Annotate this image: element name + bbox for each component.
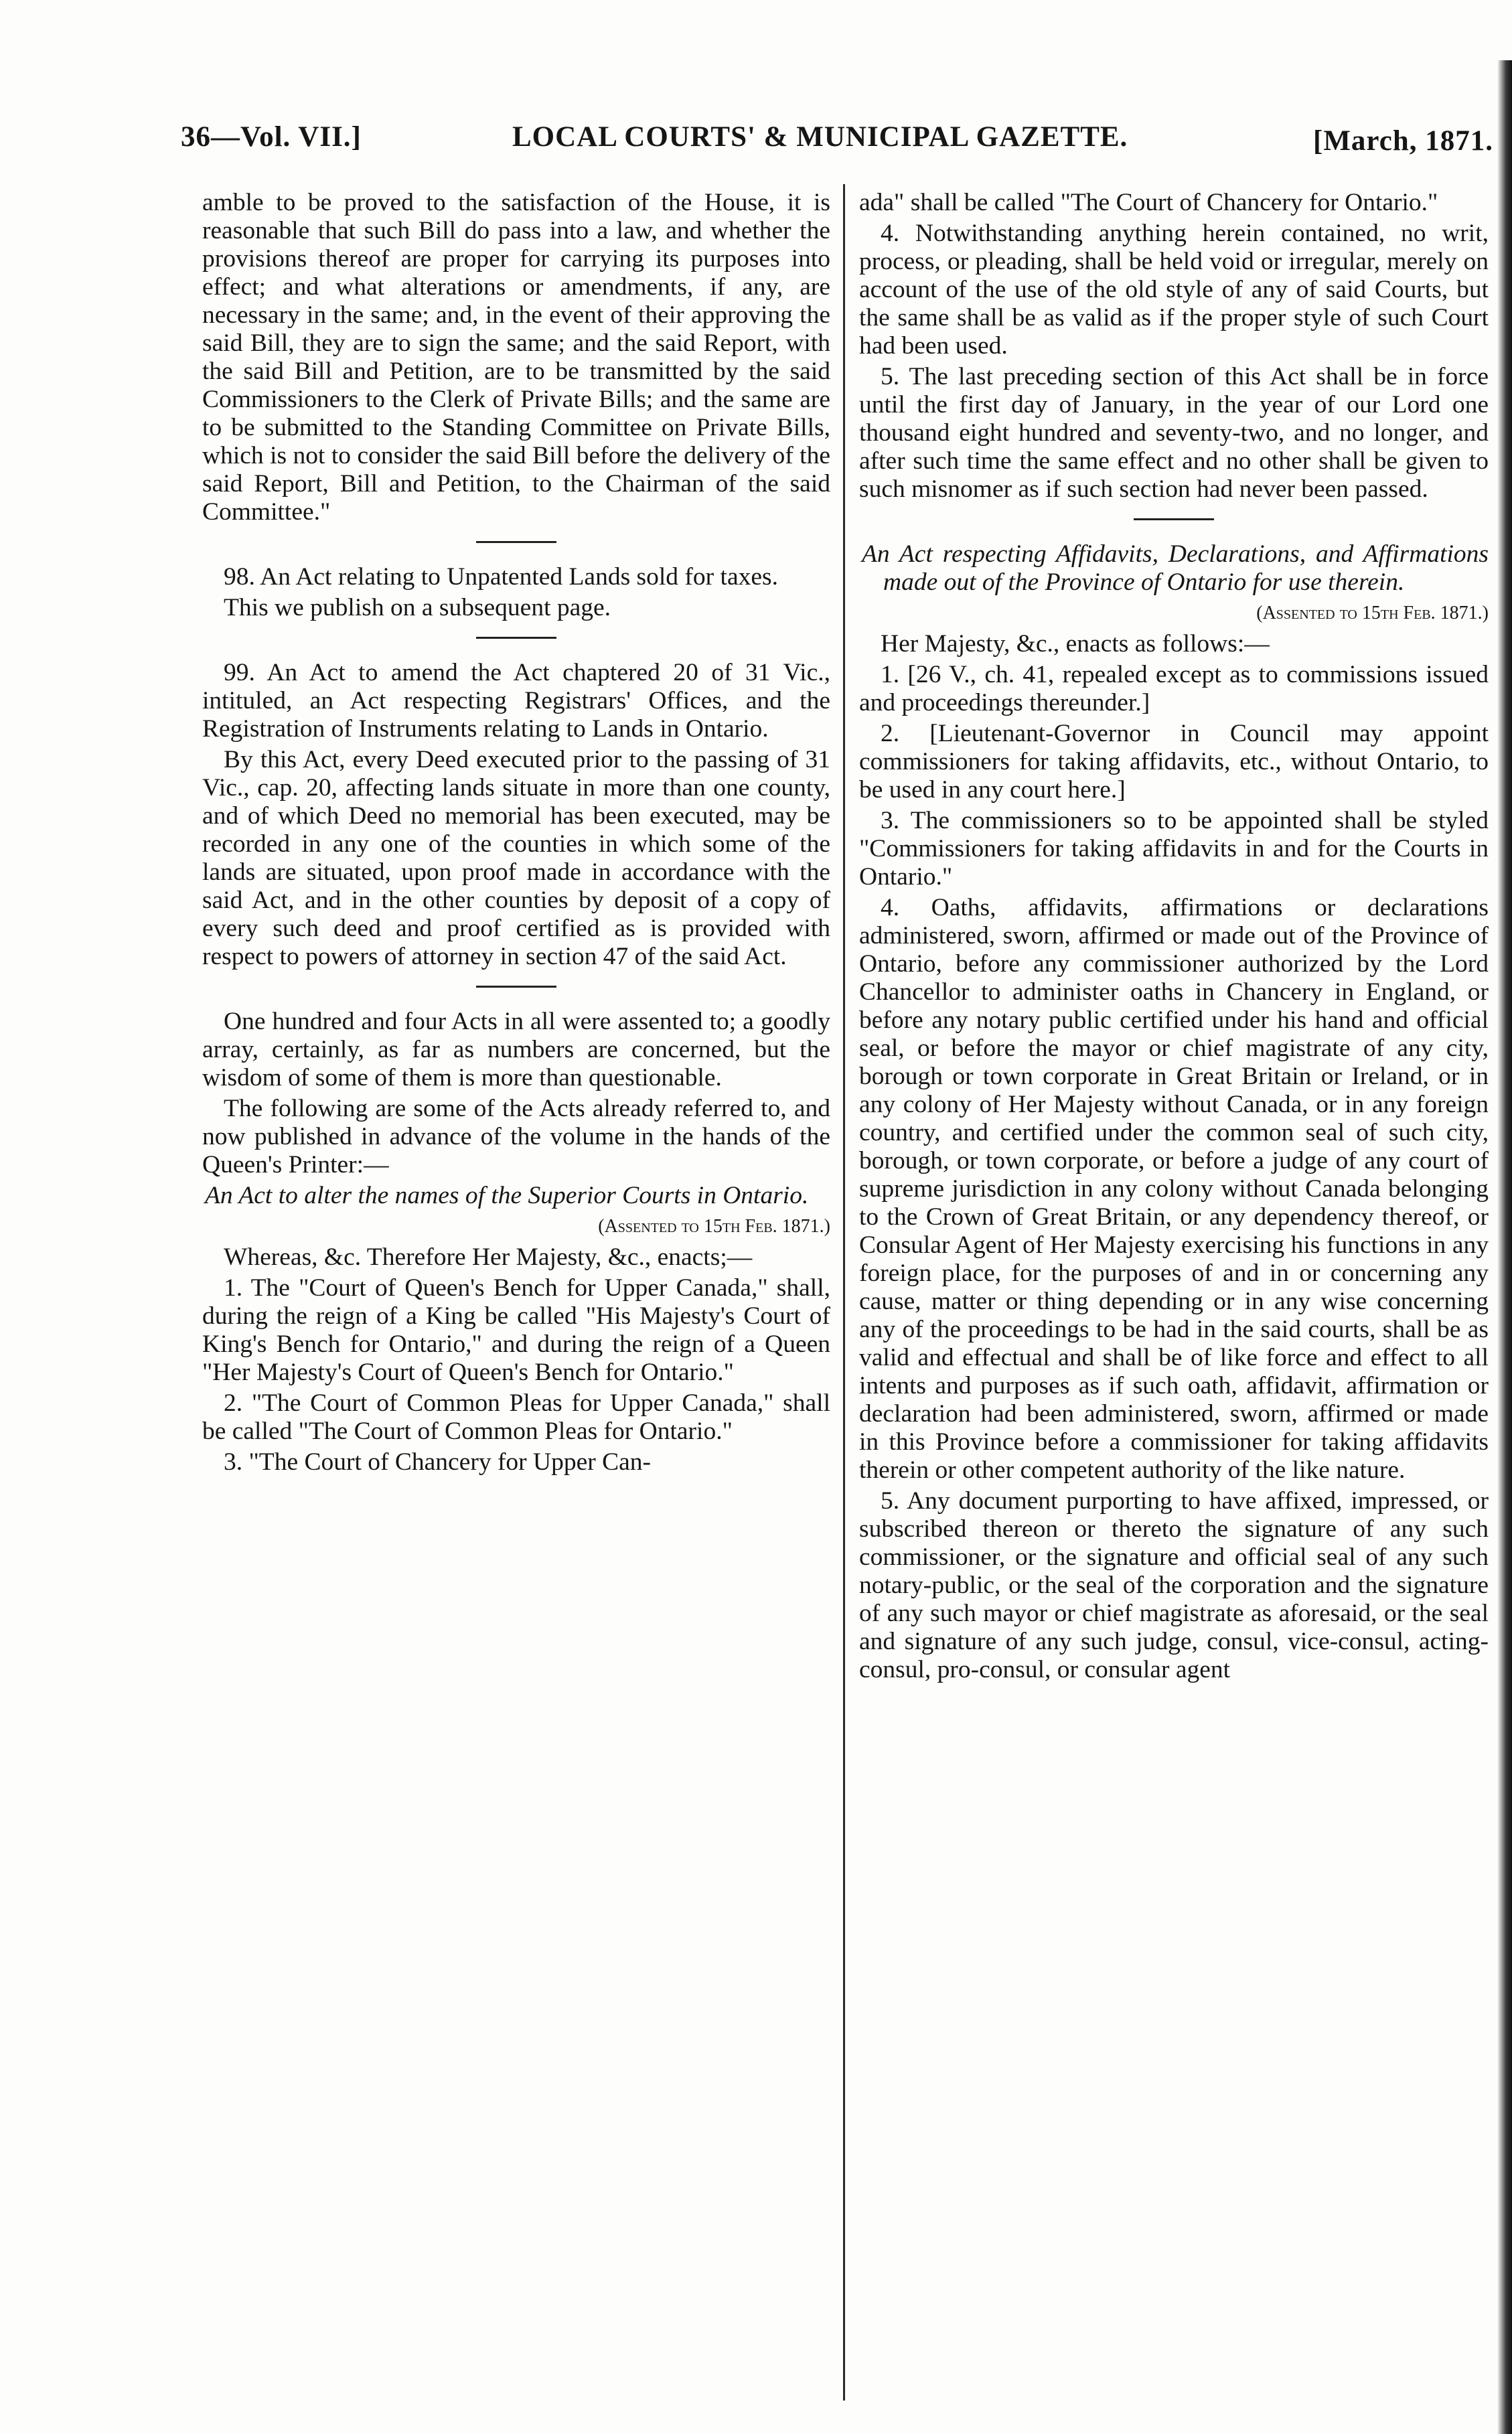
continued-paragraph: ada" shall be called "The Court of Chancery for Ontario." — [859, 189, 1438, 216]
following-paragraph: The following are some of the Acts already referred to, and now published in advance of the volume in the hands of the Queen's Printer:— — [202, 1095, 830, 1178]
deed-paragraph: By this Act, every Deed executed prior to the passing of 31 Vic., cap. 20, affecting lands situate in more than one county, and of which Deed no memorial has been executed, may be recorded in any one of the counties in which some of the lands are situated, upon proof made in accordance with the said Act, and in the other counties by deposit of a copy of every such deed and proof certified as is provided with respect to powers of attorney in section 47 of the said Act. — [202, 746, 830, 970]
section-rule — [476, 637, 556, 639]
right-column — [859, 189, 1489, 1687]
affidavit-section-3: 3. The commissioners so to be appointed shall be styled "Commissioners for taking affidavits in and for the Courts in Ontario." — [859, 807, 1489, 891]
section-rule — [476, 541, 556, 543]
assent-date: (Assented to 15th Feb. 1871.) — [598, 1216, 830, 1237]
publication-title: LOCAL COURTS' & MUNICIPAL GAZETTE. — [512, 121, 1128, 153]
section-5: 5. The last preceding section of this Act shall be in force until the first day of January, in the year of our Lord one thousand eight hundred and seventy-two, and no longer, and after such time the same effect and no other shall be given to such misnomer as if such section had never been passed. — [859, 363, 1489, 503]
hundred-acts-paragraph: One hundred and four Acts in all were assented to; a goodly array, certainly, as far as numbers are concerned, but the wisdom of some of them is more than questionable. — [202, 1008, 830, 1091]
page-header — [181, 114, 1493, 174]
affidavit-section-5: 5. Any document purporting to have affixed, impressed, or subscribed thereon or thereto the signature of any such commissioner, or the signature and official seal of any such notary-public, or the seal of the corporation and the signature of any such mayor or chief magistrate as aforesaid, or the seal and signature of any such judge, consul, vice-consul, acting-consul, pro-consul, or consular agent — [859, 1487, 1489, 1683]
section-4: 4. Notwithstanding anything herein contained, no writ, process, or pleading, shall be held void or irregular, merely on account of the use of the old style of any of said Courts, but the same shall be as valid as if the proper style of such Court had been used. — [859, 220, 1489, 360]
act-98-note: 98. An Act relating to Unpatented Lands sold for taxes. — [224, 563, 778, 591]
affidavit-section-1: 1. [26 V., ch. 41, repealed except as to commissions issued and proceedings thereunder.] — [859, 661, 1489, 716]
continued-paragraph: amble to be proved to the satisfaction of the House, it is reasonable that such Bill do pass into a law, and whether the provisions thereof are proper for carrying its purposes into effect; and what alterations or amendments, if any, are necessary in the same; and, in the event of their approving the said Bill, they are to sign the same; and the said Report, with the said Bill and Petition, are to be transmitted by the said Commissioners to the Clerk of Private Bills; and the same are to be submitted to the Standing Committee on Private Bills, which is not to consider the said Bill before the delivery of the said Report, Bill and Petition, to the Chairman of the said Committee." — [202, 189, 830, 526]
affidavit-section-2: 2. [Lieutenant-Governor in Council may appoint commissioners for taking affidavits, etc., without Ontario, to be used in any court here.] — [859, 720, 1489, 804]
issue-date: [March, 1871. — [1313, 125, 1493, 157]
publish-note: This we publish on a subsequent page. — [224, 594, 611, 621]
section-3: 3. "The Court of Chancery for Upper Can- — [224, 1448, 652, 1476]
act-title-affidavits: An Act respecting Affidavits, Declarations, and Affirmations made out of the Province of Ontario for use therein. — [862, 540, 1489, 596]
whereas-clause: Whereas, &c. Therefore Her Majesty, &c., enacts;— — [224, 1243, 753, 1271]
section-1: 1. The "Court of Queen's Bench for Upper Canada," shall, during the reign of a King be called "His Majesty's Court of King's Bench for Ontario," and during the reign of a Queen "Her Majesty's Court of Queen's Bench for Ontario." — [202, 1274, 830, 1386]
page-edge-shadow — [1497, 60, 1512, 2434]
left-column — [202, 189, 830, 1479]
act-title-superior-courts: An Act to alter the names of the Superior Courts in Ontario. — [205, 1182, 809, 1209]
page-number: 36—Vol. VII.] — [181, 121, 362, 153]
section-rule — [1134, 518, 1214, 520]
section-2: 2. "The Court of Common Pleas for Upper Canada," shall be called "The Court of Common Pleas for Ontario." — [202, 1389, 830, 1445]
enacting-clause: Her Majesty, &c., enacts as follows:— — [881, 630, 1270, 658]
assent-date: (Assented to 15th Feb. 1871.) — [1256, 603, 1489, 623]
affidavit-section-4: 4. Oaths, affidavits, affirmations or declarations administered, sworn, affirmed or made out of the Province of Ontario, before any commissioner authorized by the Lord Chancellor to administer oaths in Chancery in England, or before any notary public certified under his hand and official seal, or before the mayor or chief magistrate of any city, borough or town corporate in Great Britain or Ireland, or in any colony of Her Majesty without Canada, or in any foreign country, and certified under the common seal of such city, borough, or town corporate, or before a judge of any court of supreme jurisdiction in any colony without Canada belonging to the Crown of Great Britain, or any dependency thereof, or Consular Agent of Her Majesty exercising his functions in any foreign place, for the purposes of and in or concerning any cause, matter or thing depending or in any wise concerning any of the proceedings to be had in the said courts, shall be as valid and effectual and shall be of like force and effect to all intents and purposes as if such oath, affidavit, affirmation or declaration had been administered, sworn, affirmed or made in this Province before a commissioner for taking affidavits therein or other competent authority of the like nature. — [859, 894, 1489, 1484]
column-divider — [843, 184, 845, 2401]
section-rule — [476, 986, 556, 988]
act-99-note: 99. An Act to amend the Act chaptered 20 of 31 Vic., intituled, an Act respecting Registrars' Offices, and the Registration of Instruments relating to Lands in Ontario. — [202, 659, 830, 743]
